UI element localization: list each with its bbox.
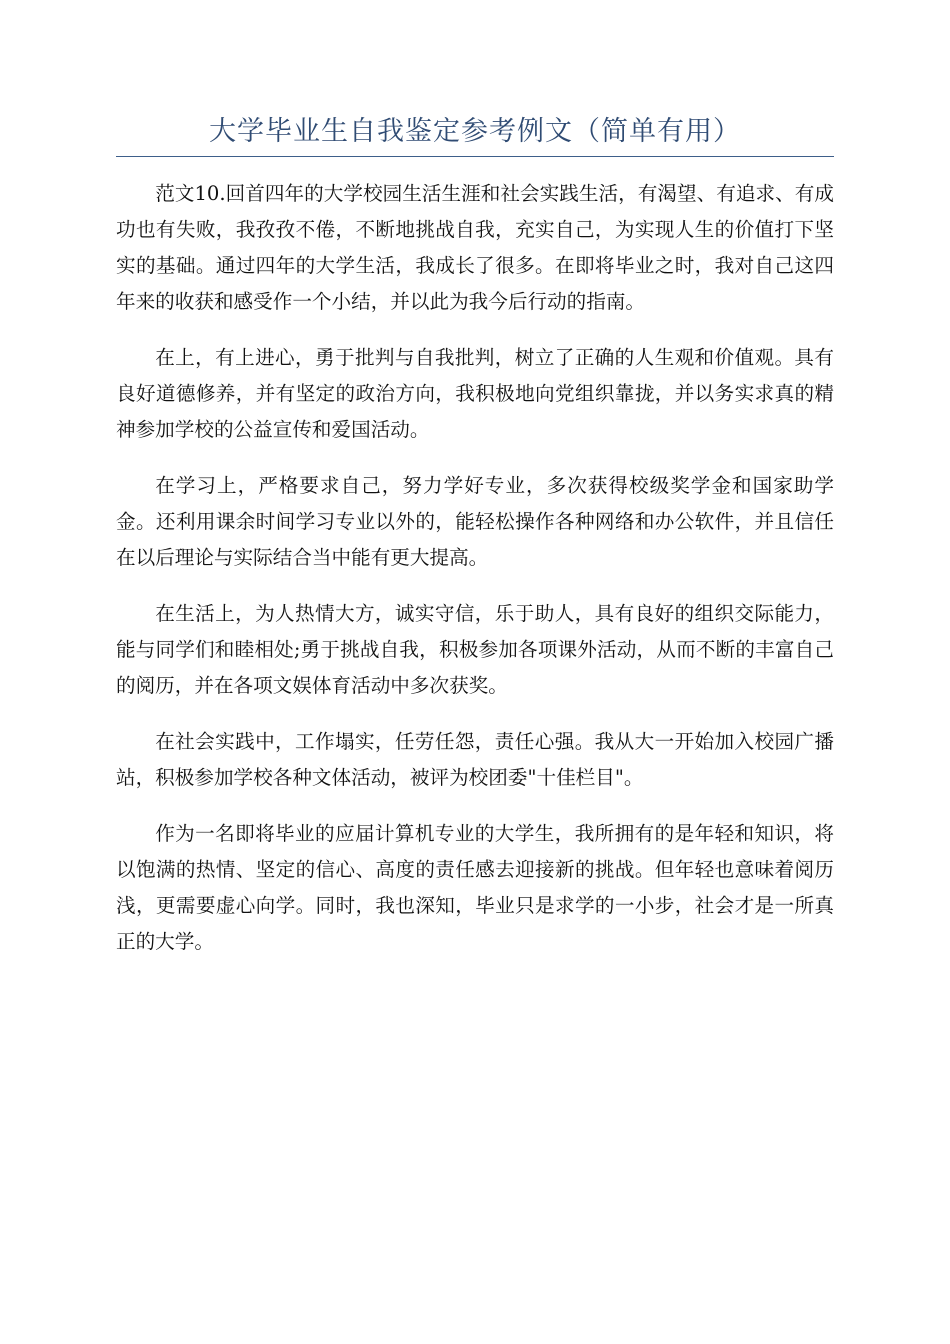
- paragraph-conclusion: 作为一名即将毕业的应届计算机专业的大学生，我所拥有的是年轻和知识，将以饱满的热情、坚定的信心、高度的责任感去迎接新的挑战。但年轻也意味着阅历浅，更需要虚心向学。同时，我也深知，毕业只是求学的一小步，社会才是一所真正的大学。: [116, 822, 834, 953]
- paragraph-life: 在生活上，为人热情大方，诚实守信，乐于助人，具有良好的组织交际能力，能与同学们和睦相处;勇于挑战自我，积极参加各项课外活动，从而不断的丰富自己的阅历，并在各项文娱体育活动中多次获奖。: [116, 602, 834, 697]
- paragraph-social-practice: 在社会实践中，工作塌实，任劳任怨，责任心强。我从大一开始加入校园广播站，积极参加学校各种文体活动，被评为校团委"十佳栏目"。: [116, 730, 834, 789]
- document-title: 大学毕业生自我鉴定参考例文（简单有用）: [209, 116, 741, 147]
- paragraph-intro: 范文10.回首四年的大学校园生活生涯和社会实践生活，有渴望、有追求、有成功也有失败，我孜孜不倦，不断地挑战自我，充实自己，为实现人生的价值打下坚实的基础。通过四年的大学生活，我成长了很多。在即将毕业之时，我对自己这四年来的收获和感受作一个小结，并以此为我今后行动的指南。: [116, 182, 834, 313]
- paragraph-politics: 在上，有上进心，勇于批判与自我批判，树立了正确的人生观和价值观。具有良好道德修养，并有坚定的政治方向，我积极地向党组织靠拢，并以务实求真的精神参加学校的公益宣传和爱国活动。: [116, 346, 834, 441]
- title-block: [116, 112, 834, 157]
- document-body: [116, 176, 834, 980]
- paragraph-study: 在学习上，严格要求自己，努力学好专业，多次获得校级奖学金和国家助学金。还利用课余时间学习专业以外的，能轻松操作各种网络和办公软件，并且信任在以后理论与实际结合当中能有更大提高。: [116, 474, 834, 569]
